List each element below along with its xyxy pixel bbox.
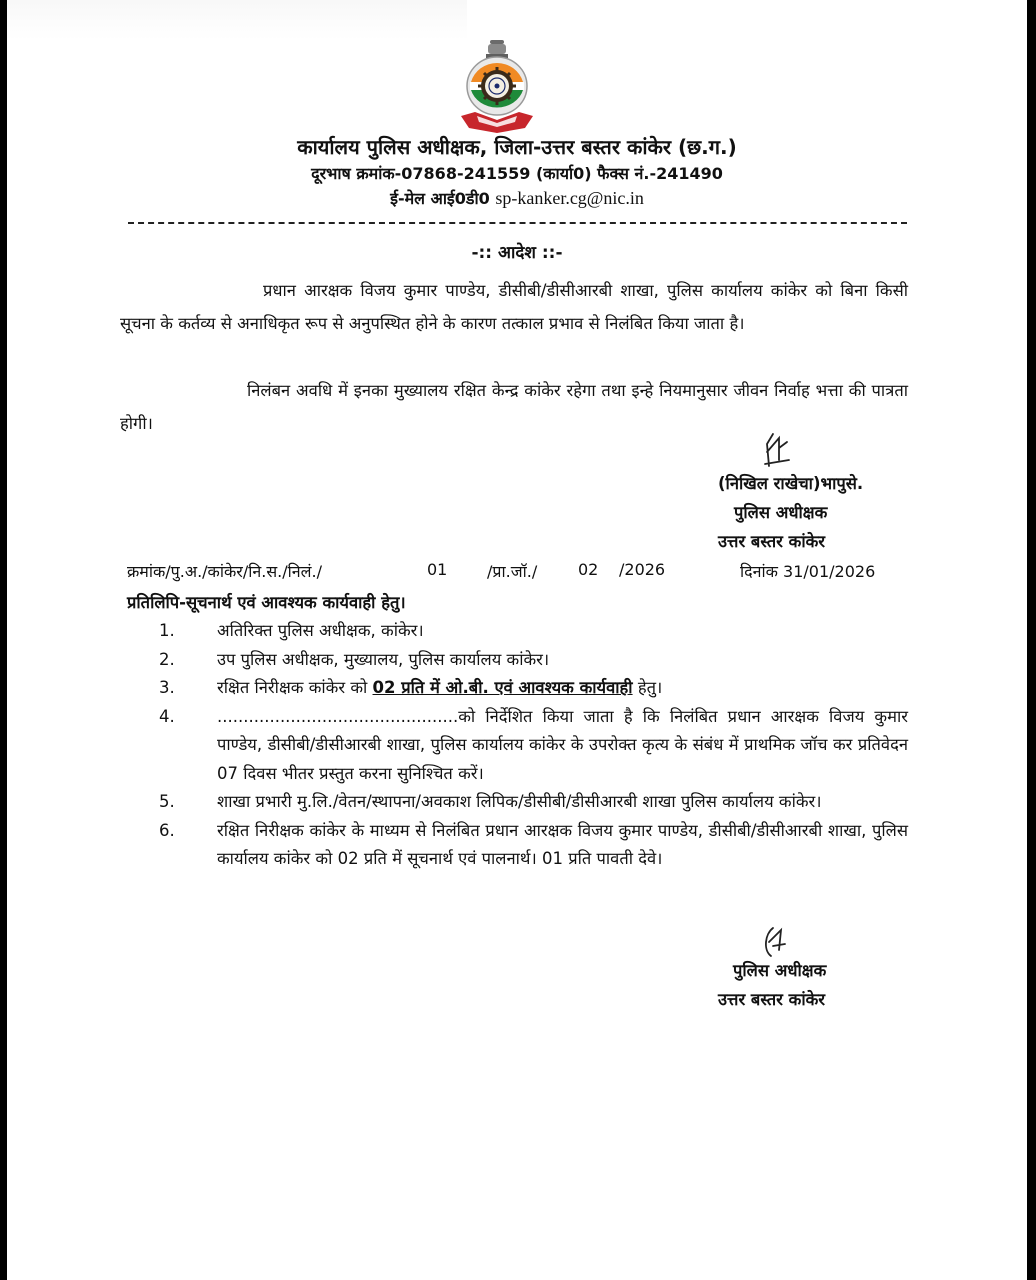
copy-to-item xyxy=(159,646,908,675)
copy-to-item xyxy=(159,703,908,789)
item-number: 3. xyxy=(159,678,175,697)
office-heading: कार्यालय पुलिस अधीक्षक, जिला-उत्तर बस्तर कांकेर (छ.ग.) xyxy=(297,135,737,159)
phone-fax-line: दूरभाष क्रमांक-07868-241559 (कार्या0) फैक्स नं.-241490 xyxy=(311,164,723,183)
reference-section: /प्रा.जॉ./ xyxy=(487,562,538,581)
signatory-location-2: उत्तर बस्तर कांकेर xyxy=(718,990,826,1009)
order-paragraph-1: प्रधान आरक्षक विजय कुमार पाण्डेय, डीसीबी/डीसीआरबी शाखा, पुलिस कार्यालय कांकेर को बिना किसी सूचना के कर्तव्य से अनाधिकृत रूप से अनुपस्थित होने के कारण तत्काल प्रभाव से निलंबित किया जाता है। xyxy=(120,281,908,333)
signatory-designation-2: पुलिस अधीक्षक xyxy=(733,961,827,980)
reference-date: दिनांक 31/01/2026 xyxy=(740,562,876,581)
signatory-name: (निखिल राखेचा)भापुसे. xyxy=(718,474,864,493)
document-page xyxy=(7,0,1027,1280)
item-number: 5. xyxy=(159,792,175,811)
reference-year: /2026 xyxy=(619,560,666,579)
signature-mark-2 xyxy=(759,924,789,960)
item-number: 6. xyxy=(159,820,175,840)
item-number: 4. xyxy=(159,706,175,726)
copy-to-heading: प्रतिलिपि-सूचनार्थ एवं आवश्यक कार्यवाही हेतु। xyxy=(127,593,406,612)
item-text: शाखा प्रभारी मु.लि./वेतन/स्थापना/अवकाश लिपिक/डीसीबी/डीसीआरबी शाखा पुलिस कार्यालय कांकेर। xyxy=(217,792,822,811)
copy-to-item xyxy=(159,788,908,817)
reference-prefix: क्रमांक/पु.अ./कांकेर/नि.स./निलं./ xyxy=(127,562,322,581)
email-line xyxy=(7,187,1027,209)
copy-to-item xyxy=(159,617,908,646)
copy-to-item xyxy=(159,817,908,874)
order-title: -:: आदेश ::- xyxy=(471,243,563,263)
item-text-emphasis: 02 प्रति में ओ.बी. एवं आवश्यक कार्यवाही xyxy=(372,678,633,697)
reference-number: 01 xyxy=(427,560,448,579)
item-text xyxy=(217,674,908,703)
signature-mark-1 xyxy=(759,430,793,470)
item-text-after: हेतु। xyxy=(632,678,663,697)
email-label: ई-मेल आई0डी0 xyxy=(390,189,490,208)
order-paragraph-2: निलंबन अवधि में इनका मुख्यालय रक्षित केन्द्र कांकेर रहेगा तथा इन्हे नियमानुसार जीवन निर्वाह भत्ता की पात्रता होगी। xyxy=(120,381,908,433)
copy-to-list xyxy=(159,617,908,874)
email-address: sp-kanker.cg@nic.in xyxy=(495,188,644,208)
item-number: 2. xyxy=(159,649,175,669)
item-text: ..............................................को निर्देशित किया जाता है कि निलंबित प्रधान आरक्षक विजय कुमार पाण्डेय, डीसीबी/डीसीआरबी शाखा, पुलिस कार्यालय कांकेर के उपरोक्त कृत्य के संबंध में प्राथमिक जॉच कर प्रतिवेदन 07 दिवस भीतर प्रस्तुत करना सुनिश्चित करें। xyxy=(217,706,908,783)
signatory-location: उत्तर बस्तर कांकेर xyxy=(718,532,826,551)
signatory-designation: पुलिस अधीक्षक xyxy=(734,503,828,522)
item-number: 1. xyxy=(159,621,175,640)
copy-to-item xyxy=(159,674,908,703)
item-text: अतिरिक्त पुलिस अधीक्षक, कांकेर। xyxy=(217,621,424,640)
scan-shadow xyxy=(7,0,467,40)
item-text: रक्षित निरीक्षक कांकेर के माध्यम से निलंबित प्रधान आरक्षक विजय कुमार पाण्डेय, डीसीबी/डीसीआरबी शाखा, पुलिस कार्यालय कांकेर को 02 प्रति में सूचनार्थ एवं पालनार्थ। 01 प्रति पावती देवे। xyxy=(217,820,908,868)
reference-month: 02 xyxy=(578,560,599,579)
header-separator xyxy=(128,222,907,224)
item-text-before: रक्षित निरीक्षक कांकेर को xyxy=(217,678,373,697)
police-emblem-logo xyxy=(455,38,539,134)
item-text: उप पुलिस अधीक्षक, मुख्यालय, पुलिस कार्यालय कांकेर। xyxy=(217,649,550,669)
